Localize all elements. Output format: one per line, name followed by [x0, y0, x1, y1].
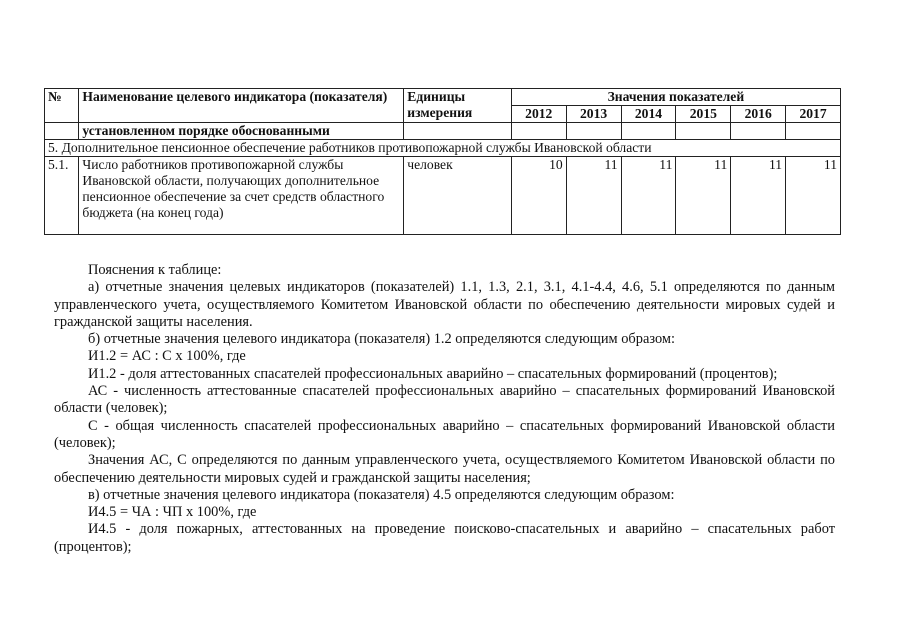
row-value: 11 — [676, 157, 731, 235]
continued-value — [566, 123, 621, 140]
continued-row — [45, 123, 841, 140]
section-row — [45, 140, 841, 157]
note-paragraph: в) отчетные значения целевого индикатора (показателя) 4.5 определяются следующим образом: — [88, 486, 675, 503]
row-value: 11 — [786, 157, 841, 235]
row-value: 11 — [566, 157, 621, 235]
notes-heading: Пояснения к таблице: — [88, 262, 222, 278]
section-title: 5. Дополнительное пенсионное обеспечение работников противопожарной службы Ивановской области — [45, 140, 841, 157]
row-name: Число работников противопожарной службы Ивановской области, получающих дополнительное пенсионное обеспечение за счет средств областного бюджета (на конец года) — [79, 157, 404, 235]
row-value: 11 — [731, 157, 786, 235]
header-name: Наименование целевого индикатора (показателя) — [79, 89, 404, 123]
row-no: 5.1. — [45, 157, 79, 235]
header-row-1 — [45, 89, 841, 106]
row-value: 10 — [511, 157, 566, 235]
header-unit: Единицы измерения — [404, 89, 512, 123]
formula-line: И1.2 = АС : С х 100%, где — [88, 348, 246, 365]
continued-no — [45, 123, 79, 140]
continued-name: установленном порядке обоснованными — [79, 123, 404, 140]
formula-line: И4.5 = ЧА : ЧП х 100%, где — [88, 504, 257, 521]
header-year: 2015 — [676, 106, 731, 123]
note-paragraph: С - общая численность спасателей профессиональных аварийно – спасательных формирований Ивановской области (человек); — [54, 417, 835, 451]
header-no: № — [45, 89, 79, 123]
row-value: 11 — [621, 157, 676, 235]
row-unit: человек — [404, 157, 512, 235]
table-row — [45, 157, 841, 235]
table-notes — [54, 262, 835, 556]
indicators-table — [44, 88, 841, 235]
header-values-group: Значения показателей — [511, 89, 840, 106]
note-paragraph: АС - численность аттестованные спасателей профессиональных аварийно – спасательных формирований Ивановской области (человек); — [54, 383, 835, 417]
note-paragraph: И1.2 - доля аттестованных спасателей профессиональных аварийно – спасательных формирований (процентов); — [88, 365, 778, 382]
header-year: 2017 — [786, 106, 841, 123]
continued-value — [621, 123, 676, 140]
note-paragraph: И4.5 - доля пожарных, аттестованных на проведение поисково-спасательных и аварийно – спасательных работ (процентов); — [54, 521, 835, 555]
header-year: 2014 — [621, 106, 676, 123]
continued-value — [676, 123, 731, 140]
header-year: 2013 — [566, 106, 621, 123]
note-paragraph: а) отчетные значения целевых индикаторов (показателей) 1.1, 1.3, 2.1, 3.1, 4.1-4.4, 4.6, 5.1 определяются по данным управленческого учета, осуществляемого Комитетом Ивановской области по обеспечению деятельности мировых судей и гражданской защиты населения. — [54, 279, 835, 330]
continued-unit — [404, 123, 512, 140]
note-paragraph: Значения АС, С определяются по данным управленческого учета, осуществляемого Комитетом Ивановской области по обеспечению деятельности мировых судей и гражданской защиты населения; — [54, 452, 835, 486]
note-paragraph: б) отчетные значения целевого индикатора (показателя) 1.2 определяются следующим образом: — [88, 331, 675, 348]
continued-value — [786, 123, 841, 140]
continued-value — [731, 123, 786, 140]
header-year: 2016 — [731, 106, 786, 123]
continued-value — [511, 123, 566, 140]
header-year: 2012 — [511, 106, 566, 123]
